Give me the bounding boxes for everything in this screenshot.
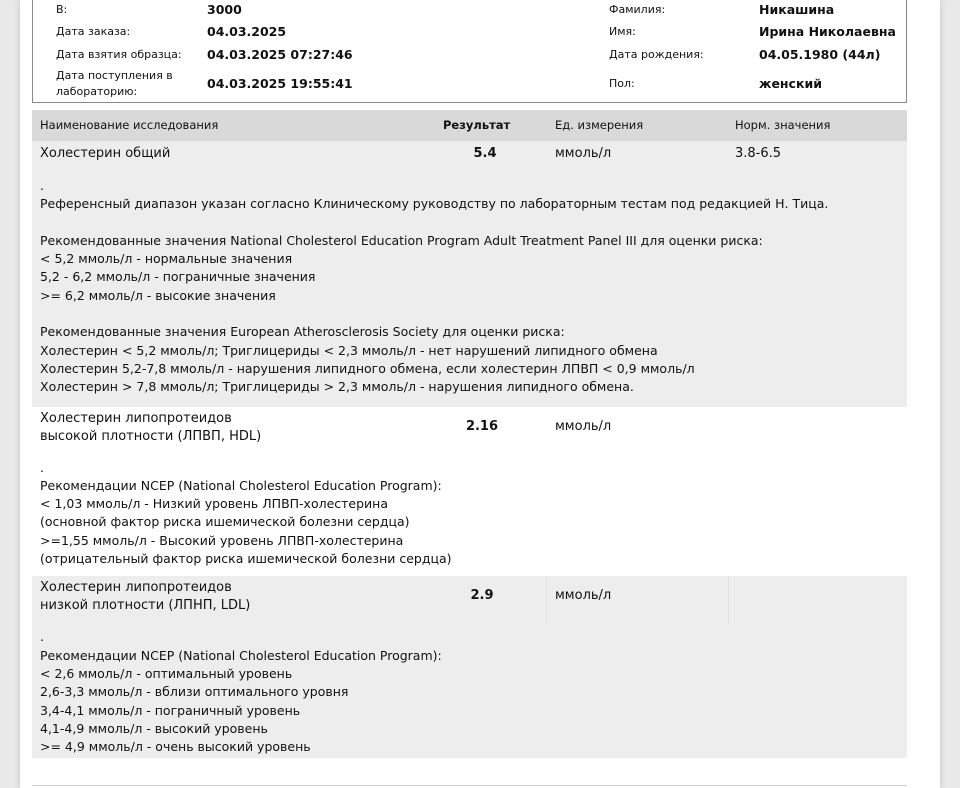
note-line (40, 214, 899, 232)
surname-value: Никашина (759, 2, 835, 17)
note-line (40, 305, 899, 323)
column-header-result: Результат (443, 118, 511, 132)
table-row (32, 407, 907, 455)
patient-info-box (32, 0, 907, 103)
note-line: 4,1-4,9 ммоль/л - высокий уровень (40, 720, 268, 736)
column-divider (728, 576, 729, 624)
test-result: 5.4 (473, 146, 497, 161)
note-line: Рекомендованные значения National Cholesterol Education Program Adult Treatment Panel III для оценки риска: (40, 232, 763, 248)
note-line: (основной фактор риска ишемической болезни сердца) (40, 514, 410, 530)
order-number-value: 3000 (207, 2, 242, 17)
note-line: Рекомендованные значения European Atherosclerosis Society для оценки риска: (40, 324, 565, 340)
note-line: 2,6-3,3 ммоль/л - вблизи оптимального уровня (40, 684, 349, 700)
table-row (32, 141, 907, 169)
order-date-value: 04.03.2025 (207, 24, 287, 39)
test-note (32, 624, 907, 758)
page-bottom-divider (32, 785, 907, 786)
note-line: < 2,6 ммоль/л - оптимальный уровень (40, 665, 293, 681)
note-line: < 5,2 ммоль/л - нормальные значения (40, 251, 293, 267)
note-line: . (40, 178, 44, 193)
results-table (32, 110, 907, 758)
lab-received-label: Дата поступления в лабораторию: (56, 69, 173, 98)
name-label: Имя: (609, 25, 636, 38)
note-line: 3,4-4,1 ммоль/л - пограничный уровень (40, 702, 301, 718)
name-value: Ирина Николаевна (759, 24, 896, 39)
sex-value: женский (759, 76, 822, 91)
order-date-label: Дата заказа: (56, 25, 131, 38)
test-result: 2.9 (470, 588, 494, 604)
test-name: Холестерин общий (40, 146, 171, 161)
birthdate-label: Дата рождения: (609, 48, 704, 61)
test-result: 2.16 (465, 418, 499, 434)
order-number-label: В: (56, 3, 68, 16)
note-line: Референсный диапазон указан согласно Клиническому руководству по лабораторным тестам под редакцией Н. Тица. (40, 196, 829, 212)
note-line: Холестерин 5,2-7,8 ммоль/л - нарушения липидного обмена, если холестерин ЛПВП < 0,9 ммоль/л (40, 360, 695, 376)
test-norm: 3.8-6.5 (735, 146, 782, 161)
test-note (32, 455, 907, 577)
note-line: 5,2 - 6,2 ммоль/л - пограничные значения (40, 269, 316, 285)
column-divider (546, 576, 547, 624)
note-line: >= 6,2 ммоль/л - высокие значения (40, 287, 276, 303)
test-name: Холестерин липопротеидов низкой плотности (ЛПНП, LDL) (40, 580, 251, 614)
column-header-norm: Норм. значения (735, 118, 831, 132)
note-line: Холестерин > 7,8 ммоль/л; Триглицериды > 2,3 ммоль/л - нарушения липидного обмена. (40, 379, 634, 395)
sample-date-label: Дата взятия образца: (56, 48, 182, 61)
note-line: . (40, 459, 44, 475)
note-line: Рекомендации NCEP (National Cholesterol Education Program): (40, 477, 442, 493)
note-line: (отрицательный фактор риска ишемической болезни сердца) (40, 551, 452, 567)
test-note (32, 169, 907, 407)
note-line: >= 4,9 ммоль/л - очень высокий уровень (40, 739, 311, 755)
column-header-unit: Ед. измерения (555, 118, 644, 132)
sex-label: Пол: (609, 77, 635, 90)
note-line: < 1,03 ммоль/л - Низкий уровень ЛПВП-холестерина (40, 496, 389, 512)
note-line: >=1,55 ммоль/л - Высокий уровень ЛПВП-холестерина (40, 532, 404, 548)
test-name: Холестерин липопротеидов высокой плотности (ЛПВП, HDL) (40, 410, 262, 444)
birthdate-value: 04.05.1980 (44л) (759, 47, 881, 62)
sample-date-value: 04.03.2025 07:27:46 (207, 47, 353, 62)
surname-label: Фамилия: (609, 3, 666, 16)
note-line: Холестерин < 5,2 ммоль/л; Триглицериды < 2,3 ммоль/л - нет нарушений липидного обмена (40, 342, 658, 358)
lab-received-value: 04.03.2025 19:55:41 (207, 76, 353, 91)
test-unit: ммоль/л (555, 146, 612, 161)
note-line: . (40, 629, 44, 645)
column-header-test: Наименование исследования (40, 118, 219, 132)
table-row (32, 576, 907, 624)
table-header (32, 110, 907, 141)
test-unit: ммоль/л (555, 418, 612, 434)
note-line: Рекомендации NCEP (National Cholesterol Education Program): (40, 647, 442, 663)
test-unit: ммоль/л (555, 588, 612, 604)
